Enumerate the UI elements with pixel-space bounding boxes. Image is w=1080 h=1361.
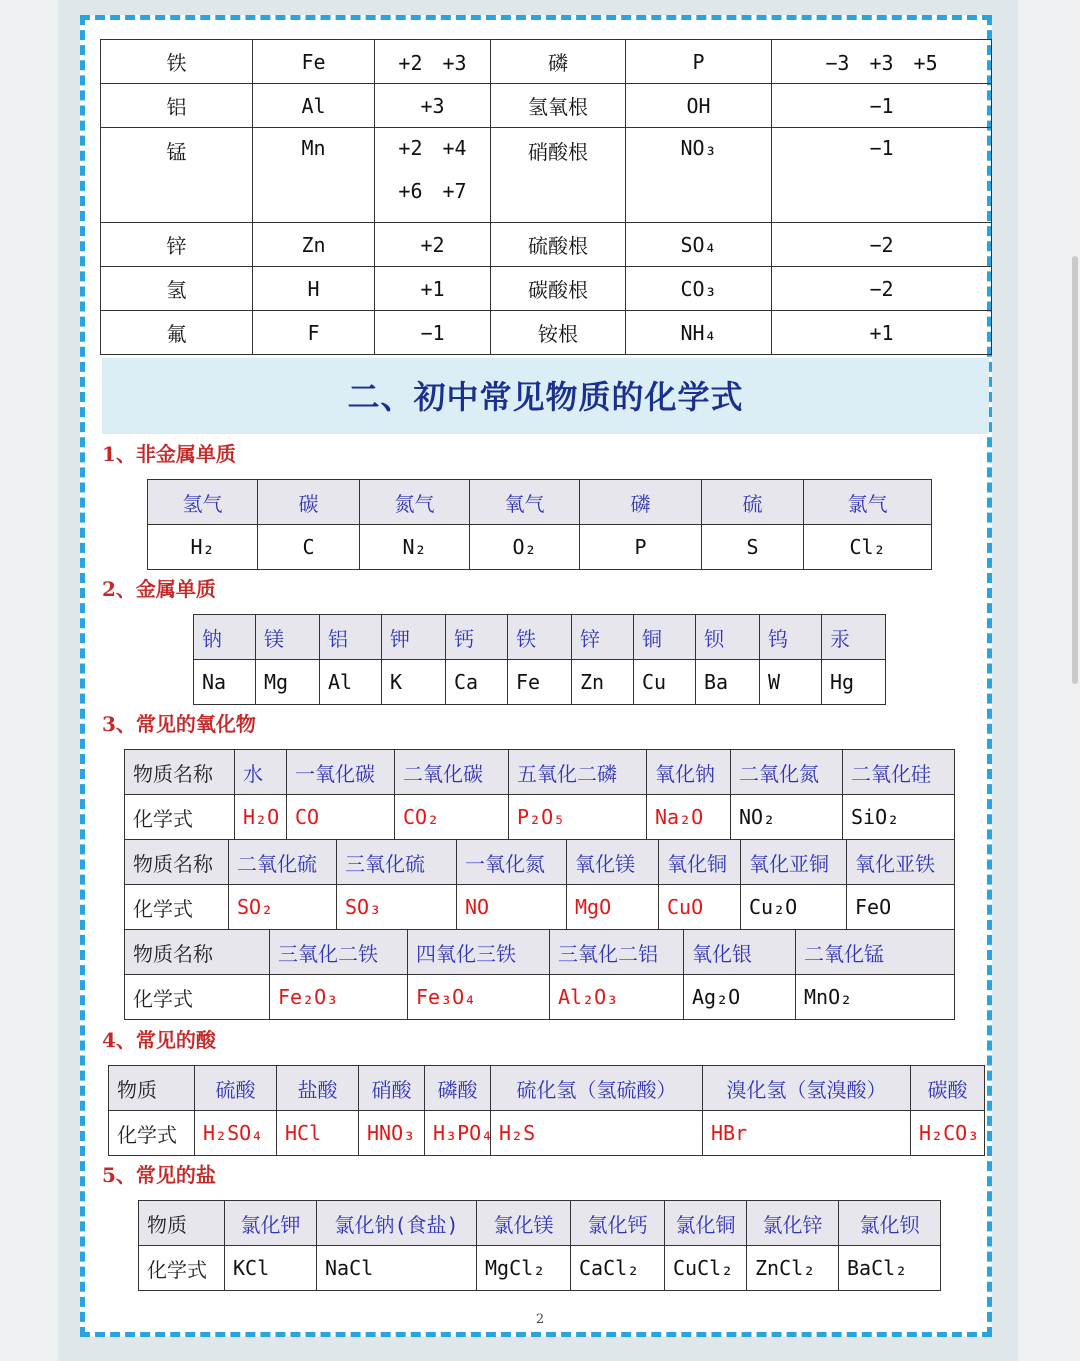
- heading-acids: 4、常见的酸: [102, 1028, 216, 1052]
- heading-oxides: 3、常见的氧化物: [102, 712, 256, 736]
- table-cell: 磷: [580, 480, 702, 525]
- formula-cell: NO₂: [731, 795, 843, 840]
- table-cell: 磷酸: [425, 1066, 491, 1111]
- metal-table: [193, 614, 886, 705]
- table-cell: 铜: [634, 615, 696, 660]
- table-cell: 三氧化二铁: [270, 930, 408, 975]
- table-cell: 硫: [702, 480, 804, 525]
- table-cell: 二氧化氮: [731, 750, 843, 795]
- valence-cell: −3 +3 +5: [772, 40, 992, 84]
- valence-cell: [375, 128, 491, 223]
- table-cell: 氯化钾: [225, 1201, 317, 1246]
- table-cell: NaCl: [317, 1246, 477, 1291]
- table-row: [101, 128, 992, 223]
- table-cell: CaCl₂: [571, 1246, 665, 1291]
- valence-cell: 氢氧根: [491, 84, 626, 128]
- table-cell: C: [258, 525, 360, 570]
- table-cell: 三氧化硫: [337, 840, 457, 885]
- valence-cell: 碳酸根: [491, 267, 626, 311]
- valence-cell: F: [253, 311, 375, 355]
- valence-cell: CO₃: [626, 267, 772, 311]
- table-cell: 钡: [696, 615, 760, 660]
- table-cell: K: [382, 660, 446, 705]
- table-cell: W: [760, 660, 822, 705]
- formula-cell: H₂S: [491, 1111, 703, 1156]
- valence-cell: −1: [375, 311, 491, 355]
- valence-cell: NO₃: [626, 128, 772, 223]
- table-cell: ZnCl₂: [747, 1246, 839, 1291]
- table-cell: 碳: [258, 480, 360, 525]
- table-cell: 氧化亚铁: [847, 840, 955, 885]
- formula-cell: Ag₂O: [684, 975, 796, 1020]
- acids-table: [108, 1065, 985, 1156]
- scrollbar[interactable]: [1072, 256, 1078, 684]
- table-row: [101, 84, 992, 128]
- oxides-table-2: [124, 839, 955, 930]
- table-cell: 二氧化碳: [395, 750, 509, 795]
- formula-cell: Fe₃O₄: [408, 975, 550, 1020]
- table-cell: Mg: [256, 660, 320, 705]
- table-cell: 氯化锌: [747, 1201, 839, 1246]
- table-cell: 氧气: [470, 480, 580, 525]
- valence-cell: −1: [772, 128, 992, 223]
- valence-cell: +1: [375, 267, 491, 311]
- valence-cell: Fe: [253, 40, 375, 84]
- table-cell: 氯化钠(食盐): [317, 1201, 477, 1246]
- table-cell: 二氧化硫: [229, 840, 337, 885]
- row-label: 化学式: [139, 1246, 225, 1291]
- table-cell: 铝: [320, 615, 382, 660]
- valence-line: +6 +7: [398, 179, 467, 203]
- table-cell: 氧化铜: [659, 840, 741, 885]
- valence-cell: Mn: [253, 128, 375, 223]
- heading-metal: 2、金属单质: [102, 577, 216, 601]
- table-cell: 硝酸: [359, 1066, 425, 1111]
- formula-cell: H₂SO₄: [195, 1111, 277, 1156]
- valence-cell: 氟: [101, 311, 253, 355]
- table-cell: 钙: [446, 615, 508, 660]
- row-label: 化学式: [109, 1111, 195, 1156]
- table-cell: Cu: [634, 660, 696, 705]
- valence-cell: +2 +3: [375, 40, 491, 84]
- table-cell: 铁: [508, 615, 572, 660]
- formula-cell: NO: [457, 885, 567, 930]
- table-row: [101, 311, 992, 355]
- table-cell: H₂: [148, 525, 258, 570]
- valence-cell: 锰: [101, 128, 253, 223]
- table-cell: Ba: [696, 660, 760, 705]
- table-cell: 氧化镁: [567, 840, 659, 885]
- table-cell: N₂: [360, 525, 470, 570]
- table-cell: 二氧化硅: [843, 750, 955, 795]
- valence-cell: 硫酸根: [491, 223, 626, 267]
- valence-cell: +1: [772, 311, 992, 355]
- table-row: [101, 223, 992, 267]
- valence-cell: 铝: [101, 84, 253, 128]
- valence-cell: 硝酸根: [491, 128, 626, 223]
- table-cell: 氢气: [148, 480, 258, 525]
- table-cell: 一氧化碳: [287, 750, 395, 795]
- valence-line: +2 +4: [398, 136, 467, 160]
- formula-cell: FeO: [847, 885, 955, 930]
- valence-cell: 铁: [101, 40, 253, 84]
- table-cell: Fe: [508, 660, 572, 705]
- valence-cell: SO₄: [626, 223, 772, 267]
- table-cell: 钨: [760, 615, 822, 660]
- oxides-table-1: [124, 749, 955, 840]
- table-cell: 五氧化二磷: [509, 750, 647, 795]
- table-cell: Al: [320, 660, 382, 705]
- valence-cell: P: [626, 40, 772, 84]
- table-cell: 氯化镁: [477, 1201, 571, 1246]
- table-cell: S: [702, 525, 804, 570]
- formula-cell: MnO₂: [796, 975, 955, 1020]
- valence-cell: H: [253, 267, 375, 311]
- row-label: 物质名称: [125, 750, 235, 795]
- row-label: 物质: [139, 1201, 225, 1246]
- formula-cell: CO: [287, 795, 395, 840]
- formula-cell: MgO: [567, 885, 659, 930]
- table-cell: 碳酸: [911, 1066, 985, 1111]
- valence-cell: −2: [772, 267, 992, 311]
- table-cell: 钾: [382, 615, 446, 660]
- section-banner: [102, 358, 989, 434]
- table-cell: 硫酸: [195, 1066, 277, 1111]
- formula-cell: P₂O₅: [509, 795, 647, 840]
- row-label: 物质名称: [125, 930, 270, 975]
- formula-cell: HBr: [703, 1111, 911, 1156]
- table-cell: MgCl₂: [477, 1246, 571, 1291]
- valence-cell: −1: [772, 84, 992, 128]
- formula-cell: SO₂: [229, 885, 337, 930]
- formula-cell: Al₂O₃: [550, 975, 684, 1020]
- table-cell: Hg: [822, 660, 886, 705]
- formula-cell: CuO: [659, 885, 741, 930]
- table-cell: Na: [194, 660, 256, 705]
- table-cell: 氯化铜: [665, 1201, 747, 1246]
- table-cell: 三氧化二铝: [550, 930, 684, 975]
- table-cell: 盐酸: [277, 1066, 359, 1111]
- valence-table: [100, 39, 992, 355]
- valence-cell: 磷: [491, 40, 626, 84]
- formula-cell: Na₂O: [647, 795, 731, 840]
- valence-cell: Zn: [253, 223, 375, 267]
- oxides-table-3: [124, 929, 955, 1020]
- table-cell: O₂: [470, 525, 580, 570]
- row-label: 物质名称: [125, 840, 229, 885]
- row-label: 化学式: [125, 795, 235, 840]
- table-row: [101, 267, 992, 311]
- row-label: 物质: [109, 1066, 195, 1111]
- table-cell: 氯气: [804, 480, 932, 525]
- formula-cell: SO₃: [337, 885, 457, 930]
- table-cell: 钠: [194, 615, 256, 660]
- table-cell: 硫化氢（氢硫酸）: [491, 1066, 703, 1111]
- table-cell: 二氧化锰: [796, 930, 955, 975]
- heading-nonmetal: 1、非金属单质: [102, 442, 236, 466]
- nonmetal-table: [147, 479, 932, 570]
- valence-cell: 铵根: [491, 311, 626, 355]
- valence-cell: 锌: [101, 223, 253, 267]
- page-number: 2: [535, 1312, 545, 1327]
- table-cell: 氧化亚铜: [741, 840, 847, 885]
- valence-cell: Al: [253, 84, 375, 128]
- table-cell: 氧化银: [684, 930, 796, 975]
- table-cell: CuCl₂: [665, 1246, 747, 1291]
- table-cell: KCl: [225, 1246, 317, 1291]
- valence-cell: OH: [626, 84, 772, 128]
- table-cell: BaCl₂: [839, 1246, 941, 1291]
- table-cell: P: [580, 525, 702, 570]
- formula-cell: H₂O: [235, 795, 287, 840]
- valence-cell: −2: [772, 223, 992, 267]
- formula-cell: CO₂: [395, 795, 509, 840]
- section-title: 二、初中常见物质的化学式: [347, 378, 744, 416]
- formula-cell: HCl: [277, 1111, 359, 1156]
- valence-cell: NH₄: [626, 311, 772, 355]
- table-cell: 水: [235, 750, 287, 795]
- table-cell: 汞: [822, 615, 886, 660]
- table-cell: 镁: [256, 615, 320, 660]
- salts-table: [138, 1200, 941, 1291]
- table-row: [101, 40, 992, 84]
- formula-cell: H₂CO₃: [911, 1111, 985, 1156]
- table-cell: 一氧化氮: [457, 840, 567, 885]
- valence-cell: 氢: [101, 267, 253, 311]
- table-cell: 氯化钙: [571, 1201, 665, 1246]
- table-cell: 四氧化三铁: [408, 930, 550, 975]
- table-cell: 锌: [572, 615, 634, 660]
- formula-cell: Fe₂O₃: [270, 975, 408, 1020]
- table-cell: 氧化钠: [647, 750, 731, 795]
- row-label: 化学式: [125, 885, 229, 930]
- table-cell: 溴化氢（氢溴酸）: [703, 1066, 911, 1111]
- heading-salts: 5、常见的盐: [102, 1163, 216, 1187]
- row-label: 化学式: [125, 975, 270, 1020]
- valence-cell: +2: [375, 223, 491, 267]
- table-cell: Cl₂: [804, 525, 932, 570]
- table-cell: Zn: [572, 660, 634, 705]
- table-cell: 氮气: [360, 480, 470, 525]
- formula-cell: SiO₂: [843, 795, 955, 840]
- valence-cell: +3: [375, 84, 491, 128]
- table-cell: 氯化钡: [839, 1201, 941, 1246]
- formula-cell: HNO₃: [359, 1111, 425, 1156]
- formula-cell: H₃PO₄: [425, 1111, 491, 1156]
- table-cell: Ca: [446, 660, 508, 705]
- formula-cell: Cu₂O: [741, 885, 847, 930]
